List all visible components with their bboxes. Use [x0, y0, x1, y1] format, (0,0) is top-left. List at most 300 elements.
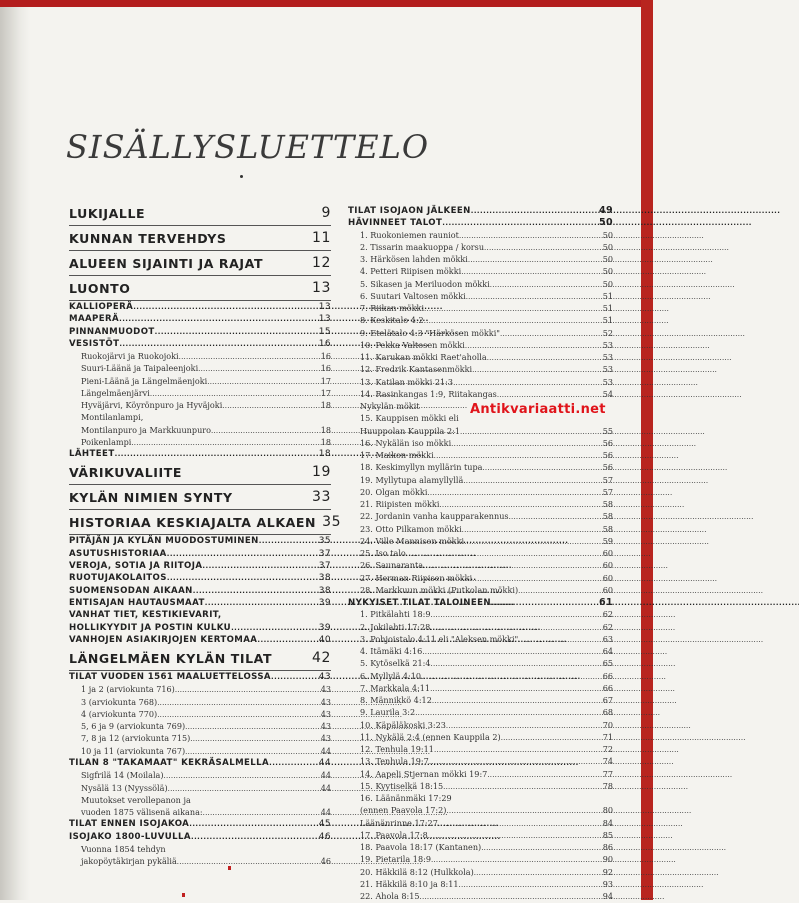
toc-entry [69, 437, 331, 449]
toc-entry [348, 756, 613, 768]
toc-page-number: 46 [320, 856, 331, 867]
toc-entry [69, 388, 331, 400]
toc-page-number: 74 [602, 756, 613, 767]
toc-entry-label: 11. Karukan mökki Raet'aholla [360, 352, 487, 363]
toc-page-number: 44 [318, 757, 331, 768]
toc-entry-label: RUOTUJAKOLAITOS [69, 573, 167, 584]
toc-entry-label: ALUEEN SIJAINTI JA RAJAT [69, 255, 264, 271]
toc-chapter [69, 252, 331, 274]
watermark: Antikvariaatti.net [470, 402, 606, 417]
dot-leader [133, 302, 317, 312]
dot-leader [193, 586, 317, 596]
toc-page-number: 39 [318, 597, 331, 608]
toc-entry-label: 17. Maikon mökki [360, 450, 434, 461]
dot-leader [191, 832, 317, 842]
toc-entry [348, 658, 613, 670]
toc-entry [348, 622, 613, 634]
dot-leader [185, 746, 319, 756]
toc-entry [348, 879, 613, 891]
toc-entry [348, 352, 613, 364]
dot-leader [459, 230, 601, 240]
dot-leader [446, 720, 601, 730]
toc-section [69, 623, 331, 635]
toc-page-number: 60 [602, 584, 613, 595]
dot-leader [207, 376, 318, 386]
dot-leader [179, 351, 319, 361]
toc-entry-label: 5. Kytöselkä 21:4 [360, 658, 431, 669]
toc-page-number: 17 [320, 375, 331, 386]
toc-page-number: 59 [602, 535, 613, 546]
toc-entry [348, 842, 613, 854]
toc-entry-label: Muutokset verollepanon ja [81, 794, 191, 805]
dot-leader [465, 340, 601, 350]
toc-page-number: 50 [602, 266, 613, 277]
chapter-rule [69, 225, 331, 226]
toc-entry [69, 807, 331, 819]
toc-page-number: 43 [320, 708, 331, 719]
toc-section [69, 339, 331, 351]
toc-entry-label: 20. Olgan mökki [360, 486, 428, 497]
toc-entry [348, 744, 613, 756]
toc-page-number: 19 [311, 464, 331, 481]
toc-entry [348, 646, 613, 658]
toc-entry-label: LÄNGELMÄEN KYLÄN TILAT [69, 650, 273, 666]
toc-entry-label: 5. Sikasen ja Meriluodon mökki [360, 278, 490, 289]
toc-page-number: 94 [602, 891, 613, 902]
toc-page-number: 43 [320, 733, 331, 744]
toc-entry-label: 22. Jordanin vanha kaupparakennus [360, 511, 509, 522]
toc-entry-label: Längelmäenjärvi [81, 387, 150, 398]
toc-entry-label: 16. Läänänmäki 17:29 [360, 793, 452, 804]
toc-section [348, 597, 613, 609]
toc-entry-label: 1. Pitkälahti 18:9 [360, 609, 431, 620]
toc-entry-label: 19. Myllytupa alamyllyllä [360, 474, 464, 485]
toc-page-number: 43 [320, 684, 331, 695]
toc-entry [348, 609, 613, 621]
toc-page-number: 57 [602, 486, 613, 497]
toc-entry [348, 671, 613, 683]
dot-leader [415, 707, 601, 717]
dot-leader [185, 721, 319, 731]
toc-page-number: 92 [602, 866, 613, 877]
toc-entry-label: Sigfrilä 14 (Moilala) [81, 770, 164, 781]
toc-entry-label: VÄRIKUVALIITE [69, 464, 183, 480]
toc-page-number: 64 [602, 646, 613, 657]
dot-leader [431, 854, 601, 864]
toc-entry-label: 3. Härkösen lahden mökki [360, 254, 468, 265]
dot-leader [150, 388, 319, 398]
toc-entry-label: ISOJAKO 1800-LUVULLA [69, 831, 191, 842]
dot-leader [487, 352, 601, 362]
toc-entry-label: 5, 6 ja 9 (arviokunta 769) [81, 721, 186, 732]
toc-entry-label: 21. Riipisten mökki [360, 499, 440, 510]
toc-page-number: 17 [320, 387, 331, 398]
toc-page-number: 52 [602, 327, 613, 338]
toc-page-number: 45 [318, 819, 331, 830]
toc-entry-label: LUKIJALLE [69, 205, 146, 221]
dot-leader [167, 549, 317, 559]
toc-entry-label: 20. Häkkilä 8:12 (Hulkkola) [360, 866, 474, 877]
toc-page-number: 18 [320, 436, 331, 447]
dot-leader [432, 695, 601, 705]
toc-page-number: 68 [602, 707, 613, 718]
toc-entry-label: HISTORIAA KESKIAJALTA ALKAEN [69, 514, 317, 530]
toc-entry-label: 9. Etelätalo 4:3 "Härkösen mökki" [360, 327, 501, 338]
toc-page-number: 50 [598, 217, 613, 229]
toc-page-number: 16 [320, 351, 331, 362]
toc-section [69, 598, 331, 610]
toc-page-number: 77 [602, 768, 613, 779]
toc-entry-label: 8. Männikkö 4:12 [360, 695, 432, 706]
toc-entry [348, 340, 613, 352]
toc-page-number: 44 [320, 745, 331, 756]
toc-entry-label: Nykylän mökit [360, 401, 420, 412]
toc-entry [348, 524, 613, 536]
toc-entry-label: 11. Nykälä 2:4 (ennen Kauppila 2) [360, 731, 501, 742]
toc-entry-label: 10 ja 11 (arviokunta 767) [81, 745, 186, 756]
toc-entry-label: jakopöytäkirjan pykäliä [81, 856, 177, 867]
toc-entry-label: 2. Tissarin maakuoppa / korsu [360, 241, 485, 252]
toc-entry-label: 8. Keskitalo 4:2 [360, 315, 424, 326]
toc-entry [348, 695, 613, 707]
toc-entry [348, 548, 613, 560]
toc-entry [348, 377, 613, 389]
toc-section [348, 205, 613, 217]
toc-entry-label: 15. Kyytiselkä 18:15 [360, 780, 444, 791]
toc-page-number: 53 [602, 352, 613, 363]
dot-leader [518, 634, 600, 644]
chapter-rule [69, 509, 331, 510]
toc-chapter [69, 227, 331, 249]
toc-entry [348, 891, 613, 903]
toc-page-number: 18 [320, 400, 331, 411]
toc-entry [348, 732, 613, 744]
dot-leader [466, 291, 601, 301]
toc-entry-label: 24. Ville Mannisen mökki [360, 535, 465, 546]
toc-page-number: 78 [602, 780, 613, 791]
toc-page-number: 58 [602, 499, 613, 510]
dot-leader [115, 449, 317, 459]
toc-page-number: 62 [602, 609, 613, 620]
toc-entry [348, 854, 613, 866]
dot-leader [271, 672, 317, 682]
toc-page-number: 62 [602, 621, 613, 632]
dot-leader [175, 684, 319, 694]
toc-section [69, 672, 331, 684]
toc-chapter [69, 277, 331, 299]
toc-section [69, 832, 331, 844]
toc-page-number: 50 [602, 241, 613, 252]
toc-entry-label: VEROJA, SOTIA JA RIITOJA [69, 561, 203, 572]
toc-section [348, 217, 613, 229]
toc-entry-label: 7. Riikan mökki [360, 303, 425, 314]
toc-entry [69, 770, 331, 782]
toc-entry-label: 18. Keskimyllyn myllärin tupa [360, 462, 483, 473]
toc-page-number: 54 [602, 388, 613, 399]
toc-page-number: 38 [318, 573, 331, 584]
toc-page-number: 43 [320, 721, 331, 732]
toc-entry-label: 4 (arviokunta 770) [81, 708, 158, 719]
toc-entry-label: 9. Laurila 3:2 [360, 707, 416, 718]
toc-entry-label: 22. Ahola 8:15 [360, 891, 420, 902]
toc-page-number: 63 [602, 633, 613, 644]
toc-entry-label: 2. Jokilahti 17:28 [360, 621, 431, 632]
toc-entry-label: LUONTO [69, 280, 131, 296]
dot-leader [453, 377, 601, 387]
dot-leader [164, 770, 319, 780]
toc-page-number: 15 [318, 326, 331, 337]
chapter-rule [69, 300, 331, 301]
toc-entry-label: PITÄJÄN JA KYLÄN MUODOSTUMINEN [69, 536, 259, 547]
print-mark [182, 893, 185, 897]
toc-page-number: 56 [602, 462, 613, 473]
toc-page-number: 53 [602, 339, 613, 350]
toc-page-number: 44 [320, 770, 331, 781]
dot-leader [442, 218, 597, 228]
dot-leader [430, 683, 601, 693]
toc-entry [69, 400, 331, 412]
dot-leader [462, 524, 601, 534]
toc-entry-label: 14. Rasinkangas 1:9, Riitakangas [360, 388, 497, 399]
toc-entry-label: 23. Otto Pilkamon mökki [360, 523, 462, 534]
toc-entry-label: ENTISAJAN HAUTAUSMAAT [69, 597, 205, 608]
toc-page-number: 50 [602, 254, 613, 265]
dot-leader [474, 867, 601, 877]
toc-entry-label: 4. Itämäki 4:16 [360, 646, 423, 657]
toc-page-number: 44 [320, 782, 331, 793]
toc-entry [69, 697, 331, 709]
toc-chapter [69, 647, 331, 669]
dot-leader [481, 842, 600, 852]
toc-entry [69, 733, 331, 745]
toc-entry [348, 266, 613, 278]
toc-entry [348, 438, 613, 450]
dot-leader [211, 425, 319, 435]
toc-entry-label: TILAN 8 "TAKAMAAT" KEKRÄSALMELLA [69, 757, 270, 768]
toc-entry-label: Hyväjärvi, Köyrönpuro ja Hyväjoki [81, 400, 223, 411]
toc-page-number: 46 [318, 831, 331, 842]
toc-entry [348, 499, 613, 511]
toc-entry [348, 536, 613, 548]
toc-page-number: 70 [602, 719, 613, 730]
toc-entry-label: 10. Pekka Valtosen mökki [360, 339, 465, 350]
toc-page-number: 50 [602, 229, 613, 240]
toc-entry-label: VANHAT TIET, KESTIKIEVARIT, [69, 610, 222, 621]
toc-entry [348, 475, 613, 487]
dot-leader [203, 807, 319, 817]
dot-leader [482, 462, 600, 472]
toc-entry-label: 27. Herman Riipisen mökki [360, 572, 473, 583]
dot-leader [420, 891, 601, 901]
toc-page-number: 49 [598, 205, 613, 216]
toc-entry-label: HÄVINNEET TALOT [348, 218, 443, 229]
dot-leader [406, 548, 601, 558]
toc-entry [69, 783, 331, 795]
dot-leader [501, 732, 601, 742]
dot-leader [259, 536, 317, 546]
dot-leader [490, 279, 601, 289]
toc-entry-label: VESISTÖT [69, 338, 120, 349]
dot-leader [157, 697, 318, 707]
dot-leader [471, 206, 597, 216]
toc-page-number: 37 [318, 561, 331, 572]
toc-page-number: 35 [318, 536, 331, 547]
chapter-rule [69, 275, 331, 276]
toc-entry [348, 389, 613, 401]
print-mark [228, 866, 231, 870]
toc-section [69, 449, 331, 461]
dot-leader [463, 475, 600, 485]
toc-entry [348, 511, 613, 523]
dot-leader [428, 830, 601, 840]
dot-leader [430, 622, 600, 632]
toc-page-number: 9 [321, 205, 331, 221]
toc-entry-label: 17. Paavola 17:8 [360, 829, 428, 840]
dot-leader [231, 623, 317, 633]
toc-entry [348, 426, 613, 438]
toc-page-number: 16 [318, 338, 331, 349]
toc-page-number: 37 [318, 548, 331, 559]
toc-page-number: 40 [318, 634, 331, 645]
toc-entry [348, 303, 613, 315]
toc-entry-label: PINNANMUODOT [69, 326, 155, 337]
toc-entry [69, 684, 331, 696]
dot-leader [431, 609, 601, 619]
toc-entry [69, 856, 331, 868]
toc-entry-label: KYLÄN NIMIEN SYNTY [69, 489, 233, 505]
toc-entry [69, 376, 331, 388]
toc-entry-continued [69, 610, 331, 622]
dot-leader [202, 561, 316, 571]
toc-entry-label: 25. Iso talo [360, 548, 406, 559]
toc-entry-continued [69, 844, 331, 856]
dot-leader [168, 783, 319, 793]
dot-leader [431, 658, 601, 668]
dot-leader [487, 769, 600, 779]
toc-page-number: 57 [602, 474, 613, 485]
toc-page-number: 39 [318, 622, 331, 633]
toc-section [69, 549, 331, 561]
toc-entry [69, 363, 331, 375]
dot-leader [497, 389, 601, 399]
toc-section [69, 758, 331, 770]
dot-leader [205, 598, 317, 608]
toc-entry [69, 351, 331, 363]
toc-entry [348, 683, 613, 695]
dot-leader [443, 781, 601, 791]
dot-leader [429, 756, 601, 766]
toc-entry [348, 818, 613, 830]
toc-entry-label: 19. Pietarila 18:9 [360, 854, 431, 865]
dot-leader [257, 635, 316, 645]
dot-leader [119, 339, 316, 349]
toc-entry-continued [348, 793, 613, 805]
toc-entry-label: 13. Katilan mökki 21:3 [360, 376, 454, 387]
toc-page-number: 43 [318, 672, 331, 683]
toc-chapter [69, 202, 331, 224]
toc-entry-label: 15. Kauppisen mökki eli [360, 413, 459, 424]
toc-entry-label: Montilanlampi, [81, 412, 144, 423]
toc-entry [348, 707, 613, 719]
toc-entry-label: VANHOJEN ASIAKIRJOJEN KERTOMAA [69, 634, 258, 645]
dot-leader [518, 585, 601, 595]
toc-entry-label: 28. Markkuun mökki (Putkolan mökki) [360, 584, 519, 595]
toc-page-number: 44 [320, 807, 331, 817]
toc-page-number: 18 [318, 449, 331, 460]
toc-page-number: 33 [311, 489, 331, 506]
toc-page-number: 18 [320, 424, 331, 435]
toc-page-number: 51 [602, 315, 613, 326]
dot-leader [421, 671, 601, 681]
toc-entry-label: KUNNAN TERVEHDYS [69, 230, 227, 246]
toc-page-number: 12 [311, 255, 331, 271]
toc-page-number: 38 [318, 585, 331, 596]
dot-leader [177, 856, 319, 866]
toc-page-number: 16 [320, 363, 331, 374]
toc-entry-label: 13. Tenhula 19:7 [360, 756, 429, 767]
toc-entry-label: Huuppolan Kauppila 2:1 [360, 425, 460, 436]
dot-leader [464, 536, 601, 546]
toc-page-number: 43 [320, 696, 331, 707]
toc-entry-label: Pieni-Läänä ja Längelmäenjoki [81, 375, 208, 386]
toc-page-number: 53 [602, 376, 613, 387]
toc-entry-label: MAAPERÄ [69, 314, 120, 325]
toc-entry-label: Vuonna 1854 tehdyn [81, 843, 166, 854]
toc-page-number: 11 [311, 230, 331, 246]
dot-leader [119, 314, 317, 324]
dot-leader [484, 242, 601, 252]
toc-section [69, 573, 331, 585]
dot-leader [434, 744, 601, 754]
toc-entry [348, 242, 613, 254]
toc-entry-label: LÄHTEET [69, 449, 115, 460]
toc-entry [348, 805, 613, 817]
toc-entry [348, 867, 613, 879]
toc-page-number: 53 [602, 364, 613, 375]
dot-leader [451, 438, 601, 448]
toc-section [69, 561, 331, 573]
toc-page-number: 60 [602, 560, 613, 571]
toc-entry-label: Läänänrinne 17:27 [360, 817, 438, 828]
toc-page-number: 42 [311, 650, 331, 667]
toc-chapter [69, 511, 342, 533]
toc-entry-label: NYKYISET TILAT TALOINEEN [348, 598, 492, 609]
toc-entry-label: Suuri-Läänä ja Taipaleenjoki [81, 363, 199, 374]
dot-leader [155, 327, 317, 337]
dot-leader [509, 511, 601, 521]
dot-leader [189, 819, 317, 829]
toc-entry-label: (ennen Paavola 17:2) [360, 805, 447, 816]
toc-page-number: 86 [602, 842, 613, 853]
toc-entry-label: 4. Petteri Riipisen mökki [360, 266, 462, 277]
toc-entry [348, 769, 613, 781]
toc-entry-label: KALLIOPERÄ [69, 302, 134, 312]
dot-leader [460, 426, 601, 436]
toc-entry-label: 26. Saunaranta [360, 560, 424, 571]
toc-entry [348, 328, 613, 340]
toc-entry [348, 634, 613, 646]
toc-entry [348, 254, 613, 266]
toc-page-number: 56 [602, 450, 613, 461]
toc-entry-label: 12. Tenhula 19:11 [360, 744, 434, 755]
toc-entry-label: Ruokojärvi ja Ruokojoki [81, 351, 179, 362]
dot-leader [446, 805, 600, 815]
chapter-rule [69, 484, 331, 485]
toc-entry [69, 746, 331, 758]
toc-page-number: 35 [322, 514, 342, 531]
toc-entry [348, 279, 613, 291]
toc-entry [348, 585, 613, 597]
